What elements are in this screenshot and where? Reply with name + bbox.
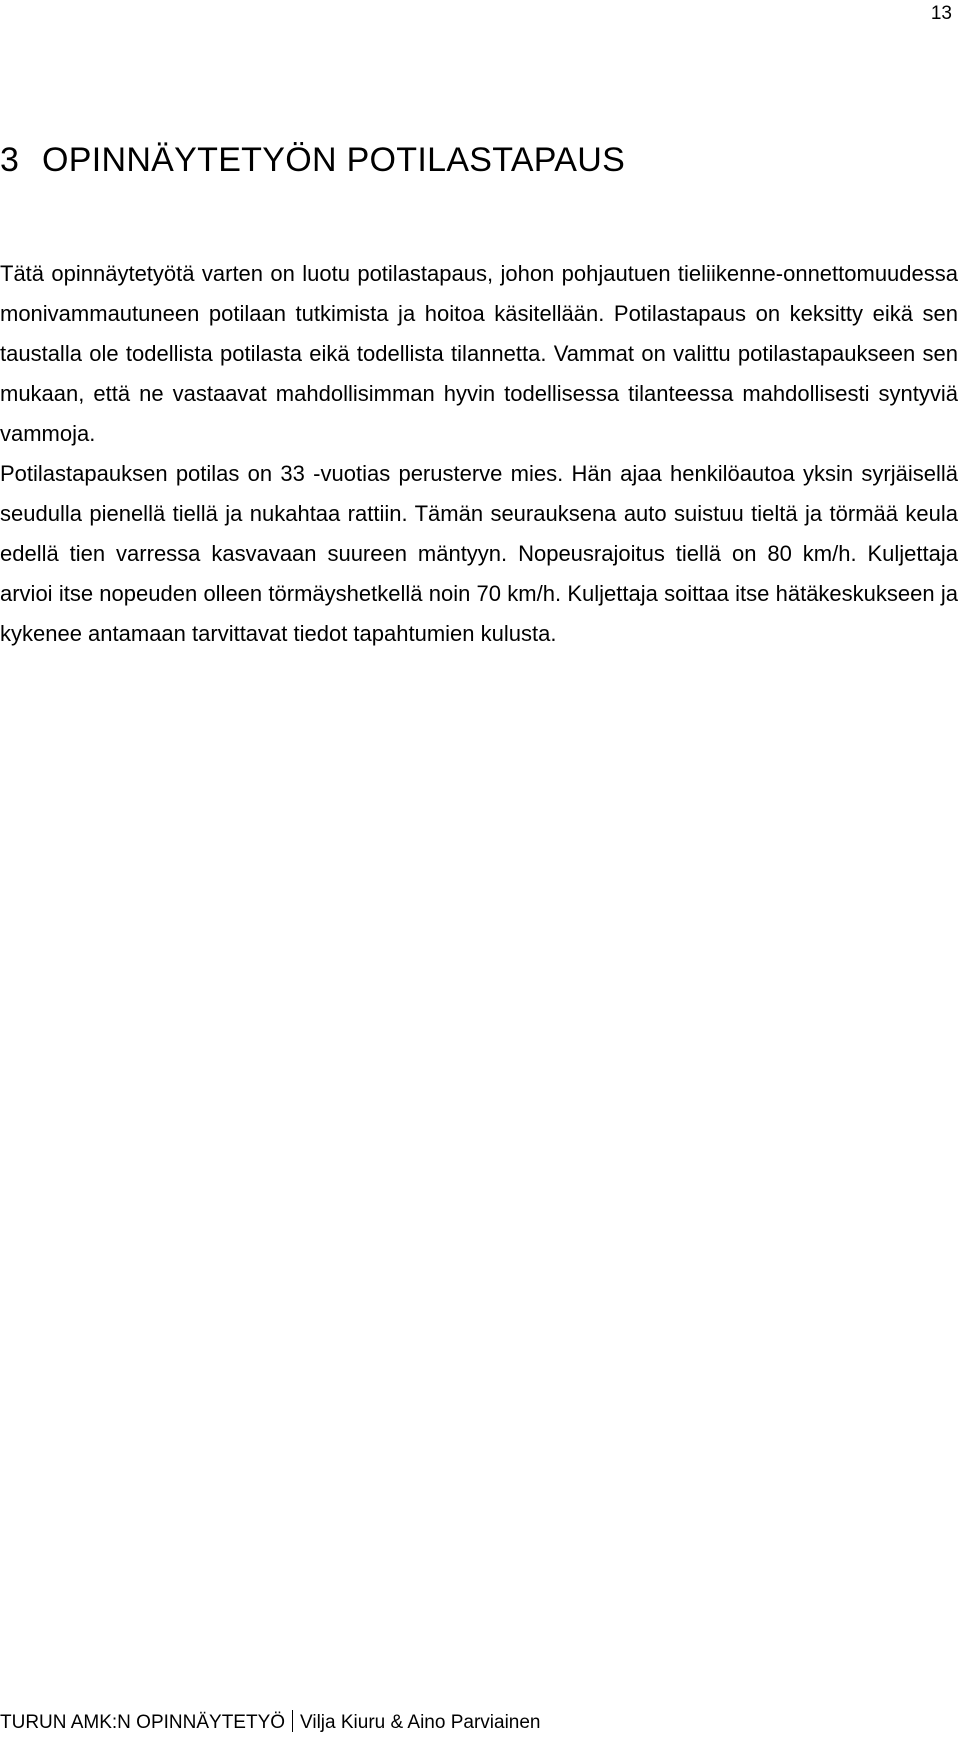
body-text [0,254,958,654]
chapter-number: 3 [0,141,20,179]
footer-authors: Vilja Kiuru & Aino Parviainen [300,1712,541,1733]
page-footer [0,1710,541,1732]
paragraph-2: Potilastapauksen potilas on 33 -vuotias perusterve mies. Hän ajaa henkilöautoa yksin syrjäisellä seudulla pienellä tiellä ja nukahtaa rattiin. Tämän seurauksena auto suistuu tieltä ja törmää keula edellä tien varressa kasvavaan suureen mäntyyn. Nopeusrajoitus tiellä on 80 km/h. Kuljettaja arvioi itse nopeuden olleen törmäyshetkellä noin 70 km/h. Kuljettaja soittaa itse hätäkeskukseen ja kykenee antamaan tarvittavat tiedot tapahtumien kulusta. [0,461,958,646]
footer-institution: TURUN AMK:N OPINNÄYTETYÖ [0,1712,286,1733]
chapter-heading [0,140,960,181]
chapter-title: OPINNÄYTETYÖN POTILASTAPAUS [42,141,626,179]
footer-separator [292,1710,293,1732]
page-number: 13 [930,3,952,24]
paragraph-1: Tätä opinnäytetyötä varten on luotu potilastapaus, johon pohjautuen tieliikenne-onnettomuudessa monivammautuneen potilaan tutkimista ja hoitoa käsitellään. Potilastapaus on keksitty eikä sen taustalla ole todellista potilasta eikä todellista tilannetta. Vammat on valittu potilastapaukseen sen mukaan, että ne vastaavat mahdollisimman hyvin todellisessa tilanteessa mahdollisesti syntyviä vammoja. [0,261,958,446]
